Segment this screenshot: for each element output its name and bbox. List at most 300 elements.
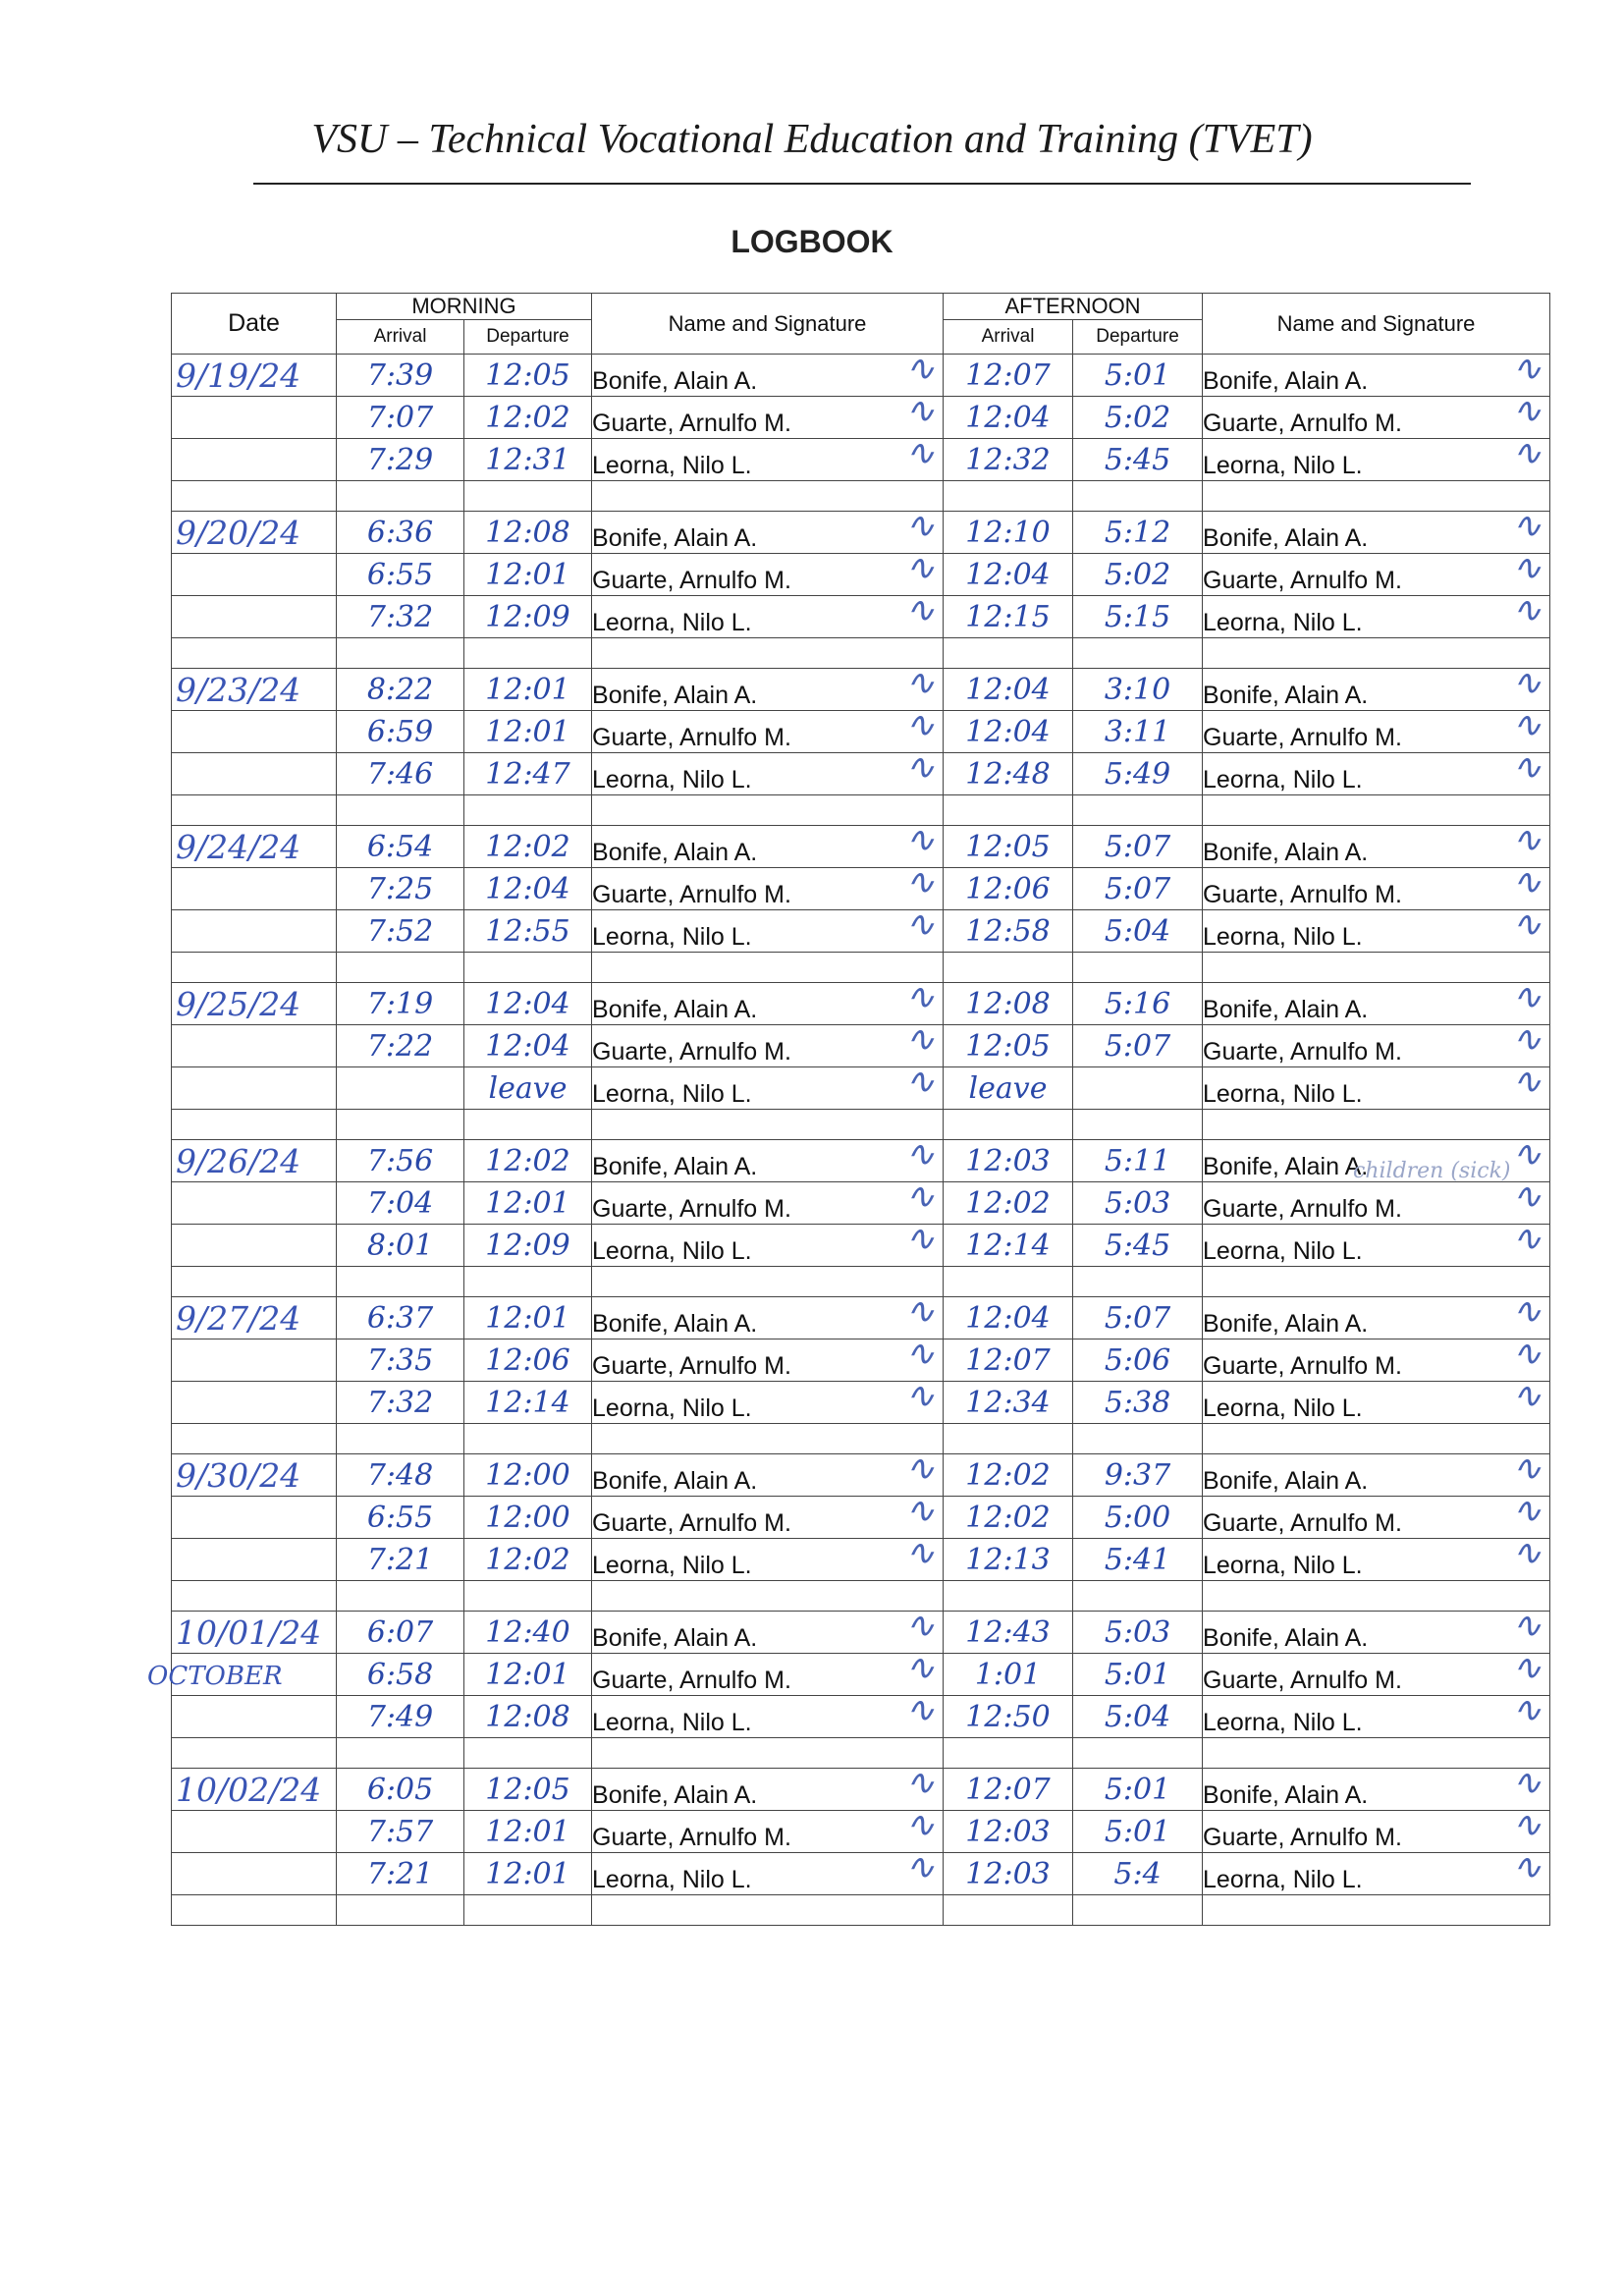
spacer-cell <box>944 795 1073 826</box>
morning-name-cell <box>592 1025 944 1067</box>
spacer-cell <box>592 1895 944 1926</box>
morning-name-cell <box>592 1182 944 1225</box>
table-row <box>172 1297 1550 1339</box>
signature-mark: ∿ <box>1511 1224 1543 1259</box>
morning-name-cell <box>592 711 944 753</box>
spacer-cell <box>944 953 1073 983</box>
morning-name-cell <box>592 868 944 910</box>
morning-departure-cell <box>464 355 592 397</box>
date-text: 9/30/24 <box>176 1455 301 1495</box>
morning-arrival-text: 7:22 <box>366 1028 434 1064</box>
spacer-cell <box>337 953 464 983</box>
signature-mark: ∿ <box>1511 668 1543 703</box>
afternoon-name-text: Leorna, Nilo L. <box>1203 452 1363 479</box>
afternoon-departure-cell <box>1073 355 1203 397</box>
morning-departure-text: 12:04 <box>485 871 570 906</box>
afternoon-column-header: AFTERNOON <box>944 294 1203 320</box>
table-row <box>172 439 1550 481</box>
spacer-row <box>172 953 1550 983</box>
morning-departure-text: 12:01 <box>485 1185 570 1221</box>
table-row <box>172 826 1550 868</box>
afternoon-departure-text: 5:38 <box>1104 1385 1171 1420</box>
spacer-cell <box>1203 1895 1550 1926</box>
date-cell <box>172 397 337 439</box>
afternoon-departure-text: 5:01 <box>1104 1772 1171 1807</box>
afternoon-arrival-cell <box>944 1612 1073 1654</box>
date-cell <box>172 1539 337 1581</box>
spacer-cell <box>944 1424 1073 1454</box>
afternoon-departure-cell <box>1073 753 1203 795</box>
afternoon-arrival-cell <box>944 1853 1073 1895</box>
morning-name-cell <box>592 596 944 638</box>
morning-name-cell <box>592 397 944 439</box>
morning-name-text: Leorna, Nilo L. <box>592 1394 752 1422</box>
afternoon-departure-cell <box>1073 1067 1203 1110</box>
spacer-cell <box>1203 481 1550 512</box>
afternoon-arrival-text: 12:05 <box>965 829 1051 864</box>
morning-arrival-cell <box>337 1454 464 1497</box>
date-cell <box>172 512 337 554</box>
spacer-cell <box>592 953 944 983</box>
title-underline <box>253 183 1471 185</box>
spacer-cell <box>172 481 337 512</box>
afternoon-departure-text: 5:00 <box>1104 1500 1171 1535</box>
logbook-heading: LOGBOOK <box>731 224 893 259</box>
morning-name-text: Guarte, Arnulfo M. <box>592 724 791 751</box>
children-sick-note: children (sick) <box>1353 1159 1511 1183</box>
morning-arrival-cell <box>337 1853 464 1895</box>
spacer-cell <box>1203 1581 1550 1612</box>
spacer-cell <box>464 481 592 512</box>
afternoon-name-cell <box>1203 753 1550 795</box>
afternoon-departure-text: 5:07 <box>1104 871 1171 906</box>
afternoon-departure-text: 5:01 <box>1104 1657 1171 1692</box>
signature-mark: ∿ <box>904 1139 936 1175</box>
date-cell <box>172 1025 337 1067</box>
morning-name-text: Guarte, Arnulfo M. <box>592 1667 791 1694</box>
afternoon-departure-text: 5:16 <box>1104 986 1171 1021</box>
afternoon-departure-cell <box>1073 1454 1203 1497</box>
spacer-cell <box>337 1267 464 1297</box>
afternoon-departure-text: 3:10 <box>1104 672 1171 707</box>
morning-arrival-cell <box>337 439 464 481</box>
signature-mark: ∿ <box>1511 982 1543 1017</box>
document-title: VSU – Technical Vocational Education and Training (TVET) <box>311 117 1313 162</box>
afternoon-name-text: Bonife, Alain A. <box>1203 996 1369 1023</box>
spacer-row <box>172 638 1550 669</box>
morning-name-cell <box>592 1067 944 1110</box>
afternoon-name-text: Guarte, Arnulfo M. <box>1203 724 1402 751</box>
afternoon-arrival-text: leave <box>968 1070 1048 1106</box>
signature-mark: ∿ <box>1511 1695 1543 1730</box>
signature-mark: ∿ <box>1511 1538 1543 1573</box>
morning-name-text: Leorna, Nilo L. <box>592 1237 752 1265</box>
afternoon-arrival-cell <box>944 1140 1073 1182</box>
morning-departure-text: 12:02 <box>485 829 570 864</box>
date-cell <box>172 1853 337 1895</box>
signature-mark: ∿ <box>1511 1066 1543 1102</box>
spacer-cell <box>1073 1895 1203 1926</box>
signature-mark: ∿ <box>1511 867 1543 902</box>
table-row <box>172 1067 1550 1110</box>
october-note: OCTOBER <box>147 1662 283 1691</box>
afternoon-departure-text: 3:11 <box>1104 714 1171 749</box>
afternoon-name-cell <box>1203 1811 1550 1853</box>
signature-mark: ∿ <box>904 553 936 588</box>
afternoon-name-text: Leorna, Nilo L. <box>1203 1552 1363 1579</box>
signature-mark: ∿ <box>904 1181 936 1217</box>
morning-departure-cell <box>464 1339 592 1382</box>
afternoon-departure-cell <box>1073 983 1203 1025</box>
morning-arrival-text: 7:32 <box>366 1385 434 1420</box>
afternoon-name-text: Guarte, Arnulfo M. <box>1203 567 1402 594</box>
signature-mark: ∿ <box>904 1381 936 1416</box>
afternoon-arrival-text: 12:50 <box>965 1699 1051 1734</box>
afternoon-arrival-cell <box>944 1811 1073 1853</box>
spacer-cell <box>1203 1738 1550 1769</box>
afternoon-name-cell <box>1203 439 1550 481</box>
afternoon-arrival-cell <box>944 868 1073 910</box>
afternoon-departure-cell <box>1073 512 1203 554</box>
spacer-cell <box>1203 1267 1550 1297</box>
afternoon-name-cell <box>1203 1025 1550 1067</box>
date-cell <box>172 910 337 953</box>
morning-name-text: Guarte, Arnulfo M. <box>592 1195 791 1223</box>
afternoon-arrival-text: 12:32 <box>965 442 1051 477</box>
signature-mark: ∿ <box>904 909 936 945</box>
date-cell <box>172 1297 337 1339</box>
afternoon-arrival-text: 12:04 <box>965 557 1051 592</box>
afternoon-arrival-text: 12:02 <box>965 1185 1051 1221</box>
morning-arrival-cell <box>337 1539 464 1581</box>
table-row <box>172 753 1550 795</box>
afternoon-departure-cell <box>1073 1696 1203 1738</box>
afternoon-name-cell <box>1203 596 1550 638</box>
morning-departure-text: 12:00 <box>485 1457 570 1493</box>
morning-departure-cell <box>464 512 592 554</box>
morning-arrival-text: 6:58 <box>366 1657 434 1692</box>
morning-name-cell <box>592 1811 944 1853</box>
afternoon-name-text: Guarte, Arnulfo M. <box>1203 410 1402 437</box>
afternoon-name-text: Bonife, Alain A. <box>1203 1467 1369 1495</box>
morning-departure-text: leave <box>488 1070 568 1106</box>
afternoon-arrival-text: 12:43 <box>965 1614 1051 1650</box>
spacer-cell <box>592 638 944 669</box>
morning-arrival-text: 7:39 <box>366 357 434 393</box>
afternoon-name-cell <box>1203 554 1550 596</box>
table-row <box>172 868 1550 910</box>
afternoon-departure-cell <box>1073 1853 1203 1895</box>
morning-departure-text: 12:02 <box>485 1143 570 1178</box>
afternoon-departure-cell <box>1073 1612 1203 1654</box>
morning-name-text: Leorna, Nilo L. <box>592 1080 752 1108</box>
afternoon-name-cell <box>1203 983 1550 1025</box>
afternoon-arrival-cell <box>944 669 1073 711</box>
afternoon-name-text: Guarte, Arnulfo M. <box>1203 1667 1402 1694</box>
morning-arrival-cell <box>337 1297 464 1339</box>
table-row <box>172 554 1550 596</box>
morning-arrival-header: Arrival <box>337 320 464 355</box>
afternoon-name-cell <box>1203 669 1550 711</box>
morning-name-text: Bonife, Alain A. <box>592 367 758 395</box>
morning-departure-text: 12:01 <box>485 1814 570 1849</box>
morning-arrival-cell <box>337 1140 464 1182</box>
afternoon-name-text: Leorna, Nilo L. <box>1203 766 1363 793</box>
spacer-cell <box>944 638 1073 669</box>
spacer-cell <box>592 795 944 826</box>
signature-mark: ∿ <box>1511 1024 1543 1060</box>
morning-arrival-text: 7:07 <box>366 400 434 435</box>
afternoon-arrival-text: 12:04 <box>965 400 1051 435</box>
morning-departure-text: 12:05 <box>485 1772 570 1807</box>
afternoon-departure-cell <box>1073 439 1203 481</box>
afternoon-arrival-text: 12:06 <box>965 871 1051 906</box>
signature-mark: ∿ <box>904 1810 936 1845</box>
afternoon-name-cell <box>1203 868 1550 910</box>
signature-mark: ∿ <box>904 1695 936 1730</box>
morning-departure-cell <box>464 1539 592 1581</box>
morning-departure-text: 12:01 <box>485 557 570 592</box>
morning-departure-text: 12:01 <box>485 672 570 707</box>
morning-name-cell <box>592 1497 944 1539</box>
spacer-cell <box>172 795 337 826</box>
spacer-cell <box>464 1738 592 1769</box>
signature-mark: ∿ <box>904 438 936 473</box>
morning-departure-text: 12:09 <box>485 1228 570 1263</box>
afternoon-name-text: Leorna, Nilo L. <box>1203 1080 1363 1108</box>
morning-name-text: Leorna, Nilo L. <box>592 923 752 951</box>
morning-name-cell <box>592 1140 944 1182</box>
afternoon-departure-cell <box>1073 1497 1203 1539</box>
morning-departure-cell <box>464 983 592 1025</box>
signature-mark: ∿ <box>1511 710 1543 745</box>
table-row <box>172 1696 1550 1738</box>
morning-name-cell <box>592 1696 944 1738</box>
date-cell <box>172 1769 337 1811</box>
morning-departure-cell <box>464 711 592 753</box>
signature-mark: ∿ <box>1511 1296 1543 1332</box>
signature-mark: ∿ <box>1511 354 1543 389</box>
spacer-cell <box>944 1110 1073 1140</box>
afternoon-departure-text: 5:12 <box>1104 515 1171 550</box>
morning-departure-cell <box>464 826 592 868</box>
spacer-cell <box>337 1738 464 1769</box>
signature-mark: ∿ <box>904 982 936 1017</box>
spacer-cell <box>592 481 944 512</box>
afternoon-name-text: Guarte, Arnulfo M. <box>1203 1038 1402 1066</box>
spacer-cell <box>172 1738 337 1769</box>
morning-arrival-cell <box>337 753 464 795</box>
morning-name-cell <box>592 1654 944 1696</box>
afternoon-name-cell <box>1203 1225 1550 1267</box>
afternoon-arrival-cell <box>944 1497 1073 1539</box>
morning-name-text: Bonife, Alain A. <box>592 996 758 1023</box>
afternoon-departure-cell <box>1073 1539 1203 1581</box>
table-row <box>172 983 1550 1025</box>
afternoon-departure-cell <box>1073 1654 1203 1696</box>
morning-departure-cell <box>464 1225 592 1267</box>
morning-departure-text: 12:08 <box>485 515 570 550</box>
signature-mark: ∿ <box>904 1066 936 1102</box>
signature-mark: ∿ <box>1511 1810 1543 1845</box>
spacer-cell <box>944 1267 1073 1297</box>
morning-arrival-text: 6:59 <box>366 714 434 749</box>
spacer-cell <box>944 1738 1073 1769</box>
table-row <box>172 397 1550 439</box>
morning-arrival-text: 7:46 <box>366 756 434 792</box>
spacer-cell <box>172 1581 337 1612</box>
morning-name-text: Bonife, Alain A. <box>592 524 758 552</box>
morning-name-text: Bonife, Alain A. <box>592 1781 758 1809</box>
afternoon-departure-cell <box>1073 554 1203 596</box>
afternoon-departure-cell <box>1073 596 1203 638</box>
morning-arrival-text: 7:56 <box>366 1143 434 1178</box>
morning-name-text: Guarte, Arnulfo M. <box>592 1824 791 1851</box>
afternoon-arrival-cell <box>944 1769 1073 1811</box>
morning-departure-cell <box>464 1297 592 1339</box>
morning-name-cell <box>592 554 944 596</box>
spacer-row <box>172 1895 1550 1926</box>
afternoon-departure-cell <box>1073 1382 1203 1424</box>
afternoon-departure-text: 5:4 <box>1113 1856 1162 1891</box>
spacer-cell <box>1073 638 1203 669</box>
signature-mark: ∿ <box>904 1296 936 1332</box>
spacer-cell <box>337 1581 464 1612</box>
afternoon-arrival-text: 12:07 <box>965 357 1051 393</box>
spacer-cell <box>1073 953 1203 983</box>
afternoon-departure-cell <box>1073 1811 1203 1853</box>
morning-arrival-cell <box>337 1654 464 1696</box>
date-cell <box>172 554 337 596</box>
afternoon-name-cell <box>1203 711 1550 753</box>
morning-arrival-cell <box>337 868 464 910</box>
date-cell <box>172 1612 337 1654</box>
table-row <box>172 711 1550 753</box>
afternoon-arrival-text: 12:07 <box>965 1342 1051 1378</box>
morning-arrival-cell <box>337 596 464 638</box>
afternoon-name-cell <box>1203 1497 1550 1539</box>
afternoon-name-cell <box>1203 397 1550 439</box>
signature-mark: ∿ <box>904 1453 936 1489</box>
morning-arrival-cell <box>337 1182 464 1225</box>
morning-departure-cell <box>464 1140 592 1182</box>
afternoon-departure-text: 5:45 <box>1104 1228 1171 1263</box>
afternoon-arrival-text: 12:58 <box>965 913 1051 949</box>
signature-mark: ∿ <box>904 1496 936 1531</box>
afternoon-departure-text: 5:01 <box>1104 357 1171 393</box>
morning-departure-cell <box>464 1497 592 1539</box>
morning-arrival-cell <box>337 1382 464 1424</box>
spacer-row <box>172 1424 1550 1454</box>
afternoon-departure-text: 5:07 <box>1104 1028 1171 1064</box>
signature-mark: ∿ <box>1511 595 1543 630</box>
afternoon-departure-cell <box>1073 1339 1203 1382</box>
morning-departure-cell <box>464 868 592 910</box>
spacer-cell <box>172 1895 337 1926</box>
spacer-row <box>172 1738 1550 1769</box>
morning-departure-cell <box>464 753 592 795</box>
afternoon-arrival-text: 12:02 <box>965 1457 1051 1493</box>
afternoon-name-text: Bonife, Alain A. <box>1203 1310 1369 1338</box>
date-cell <box>172 1225 337 1267</box>
table-row <box>172 669 1550 711</box>
morning-departure-cell <box>464 1382 592 1424</box>
afternoon-name-text: Bonife, Alain A. <box>1203 1153 1369 1180</box>
morning-name-cell <box>592 1339 944 1382</box>
morning-arrival-text: 7:21 <box>366 1542 434 1577</box>
morning-departure-text: 12:01 <box>485 1300 570 1336</box>
spacer-row <box>172 795 1550 826</box>
signature-mark: ∿ <box>904 752 936 788</box>
afternoon-departure-cell <box>1073 1182 1203 1225</box>
date-cell <box>172 669 337 711</box>
afternoon-name-cell <box>1203 1182 1550 1225</box>
afternoon-arrival-cell <box>944 1182 1073 1225</box>
spacer-cell <box>592 1581 944 1612</box>
spacer-row <box>172 1581 1550 1612</box>
date-text: 10/02/24 <box>176 1770 322 1809</box>
morning-arrival-cell <box>337 397 464 439</box>
spacer-cell <box>337 1110 464 1140</box>
afternoon-arrival-cell <box>944 1454 1073 1497</box>
morning-name-text: Guarte, Arnulfo M. <box>592 1038 791 1066</box>
morning-name-cell <box>592 1454 944 1497</box>
morning-departure-header: Departure <box>464 320 592 355</box>
afternoon-name-text: Guarte, Arnulfo M. <box>1203 881 1402 908</box>
morning-departure-cell <box>464 669 592 711</box>
morning-departure-text: 12:55 <box>485 913 570 949</box>
morning-departure-text: 12:02 <box>485 1542 570 1577</box>
signature-mark: ∿ <box>1511 1496 1543 1531</box>
date-cell <box>172 1454 337 1497</box>
morning-departure-text: 12:08 <box>485 1699 570 1734</box>
morning-departure-cell <box>464 596 592 638</box>
date-cell <box>172 1696 337 1738</box>
afternoon-name-text: Bonife, Alain A. <box>1203 524 1369 552</box>
spacer-cell <box>172 1424 337 1454</box>
afternoon-name-cell <box>1203 1696 1550 1738</box>
spacer-row <box>172 1110 1550 1140</box>
date-cell <box>172 1811 337 1853</box>
spacer-cell <box>1073 795 1203 826</box>
signature-mark: ∿ <box>1511 1139 1543 1175</box>
spacer-cell <box>1073 1267 1203 1297</box>
morning-arrival-cell <box>337 711 464 753</box>
spacer-cell <box>1073 1110 1203 1140</box>
morning-arrival-cell <box>337 554 464 596</box>
spacer-cell <box>464 1267 592 1297</box>
afternoon-name-text: Leorna, Nilo L. <box>1203 923 1363 951</box>
afternoon-arrival-cell <box>944 596 1073 638</box>
morning-arrival-text: 7:49 <box>366 1699 434 1734</box>
afternoon-arrival-cell <box>944 512 1073 554</box>
morning-arrival-cell <box>337 1339 464 1382</box>
afternoon-arrival-text: 12:03 <box>965 1143 1051 1178</box>
morning-name-cell <box>592 910 944 953</box>
morning-name-cell <box>592 1539 944 1581</box>
afternoon-departure-text: 5:01 <box>1104 1814 1171 1849</box>
morning-name-cell <box>592 439 944 481</box>
afternoon-name-cell <box>1203 512 1550 554</box>
morning-arrival-cell <box>337 669 464 711</box>
morning-name-text: Bonife, Alain A. <box>592 682 758 709</box>
morning-arrival-text: 8:01 <box>366 1228 434 1263</box>
morning-name-text: Leorna, Nilo L. <box>592 1709 752 1736</box>
afternoon-departure-text: 9:37 <box>1104 1457 1171 1493</box>
afternoon-departure-cell <box>1073 1025 1203 1067</box>
morning-name-cell <box>592 1769 944 1811</box>
morning-name-cell <box>592 512 944 554</box>
